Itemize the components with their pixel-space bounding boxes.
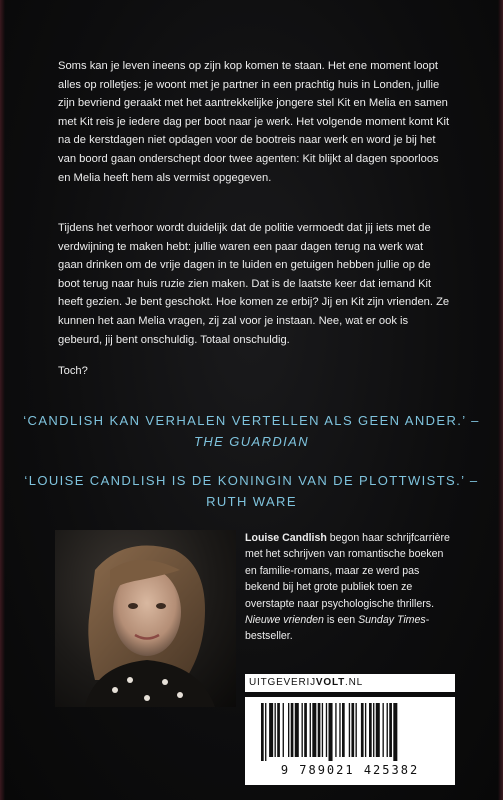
publisher-suffix: .NL (345, 677, 363, 688)
quote-text: ‘LOUISE CANDLISH IS DE KONINGIN VAN DE PLOTTWISTS.’ – RUTH WARE (24, 473, 479, 509)
book-title: Nieuwe vrienden (245, 614, 324, 627)
barcode-bar (288, 703, 289, 757)
barcode-bar (265, 703, 266, 761)
barcode-bar (275, 703, 276, 757)
barcode-bar (365, 703, 366, 757)
barcode-bar (373, 703, 374, 757)
barcode-bar (312, 703, 316, 757)
barcode-bar (389, 703, 392, 757)
publisher-logo (245, 674, 455, 692)
barcode-bar (376, 703, 380, 757)
barcode-bar (283, 703, 284, 757)
barcode-bar (339, 703, 340, 757)
review-quote-guardian (20, 410, 483, 452)
barcode-bars (255, 703, 445, 761)
barcode-bar (261, 703, 264, 761)
barcode-bar (322, 703, 323, 757)
barcode-bar (387, 703, 388, 757)
barcode-bar (361, 703, 364, 757)
publisher-name: VOLT (315, 677, 346, 688)
quote-source: THE GUARDIAN (193, 434, 310, 449)
isbn-number: 9 789021 425382 (280, 763, 420, 777)
barcode-bar (329, 703, 333, 761)
bio-text-1: begon haar schrijfcarrière met het schrijven van romantische boeken en familie-romans, maar ze werd pas bekend bij het grote publiek toen ze overstapte naar psychologische thrillers. (245, 532, 450, 610)
barcode-bar (318, 703, 321, 757)
barcode-bar (304, 703, 307, 757)
publisher-prefix: UITGEVERIJ (249, 677, 316, 688)
barcode-bar (269, 703, 273, 757)
barcode-bar (342, 703, 345, 757)
barcode-bar (351, 703, 354, 757)
barcode-bar (295, 703, 299, 757)
bio-text-3: -bestseller. (245, 614, 430, 643)
blurb-paragraph-1: Soms kan je leven ineens op zijn kop komen te staan. Het ene moment loopt alles op rolletjes: je woont met je partner in een prachtig huis in Londen, jullie zijn bevriend geraakt met het aantrekkelijke jongere stel Kit en Melia en samen met Kit reis je iedere dag per boot naar je werk. Het volgende moment komt Kit na de kerstdagen niet opdagen voor de bootreis naar werk en word je bij het van boord gaan onderschept door twee agenten: Kit blijkt al dagen spoorloos en Melia heeft hem als vermist opgegeven. (58, 60, 450, 184)
author-bio (245, 530, 455, 645)
barcode-bar (302, 703, 303, 757)
blurb-paragraph-3: Toch? (58, 365, 88, 377)
barcode-bar (335, 703, 336, 757)
blurb-paragraph-2: Tijdens het verhoor wordt duidelijk dat de politie vermoedt dat jij iets met de verdwijning te maken hebt: jullie waren een paar dagen terug na werk wat gaan drinken om de vrije dagen in te luiden en getuigen hebben jullie op de boot terug naar huis ruzie zien maken. Dat is de laatste keer dat iemand Kit heeft gezien. Je bent geschokt. Hoe komen ze erbij? Jij en Kit zijn vrienden. Ze kunnen het aan Melia vragen, zij zal voor je instaan. Nee, wat er ook is gebeurd, jij bent onschuldig. Totaal onschuldig. (58, 222, 450, 346)
author-photo (55, 530, 236, 707)
author-name: Louise Candlish (245, 532, 327, 544)
barcode-bar (326, 703, 327, 757)
review-quote-ruth-ware (20, 470, 483, 512)
barcode-bar (356, 703, 357, 757)
barcode-bar (369, 703, 372, 757)
cover-edge-left (0, 0, 5, 800)
isbn-barcode (245, 697, 455, 785)
bio-text-2: is een (323, 614, 359, 627)
barcode-bar (383, 703, 384, 757)
barcode-bar (277, 703, 280, 757)
quote-text: ‘CANDLISH KAN VERHALEN VERTELLEN ALS GEEN ANDER.’ – (23, 413, 480, 428)
newspaper-name: Sunday Times (358, 614, 426, 627)
cover-edge-right (498, 0, 503, 800)
barcode-bar (291, 703, 294, 757)
barcode-bar (393, 703, 397, 761)
barcode-bar (310, 703, 311, 757)
barcode-bar (349, 703, 350, 757)
